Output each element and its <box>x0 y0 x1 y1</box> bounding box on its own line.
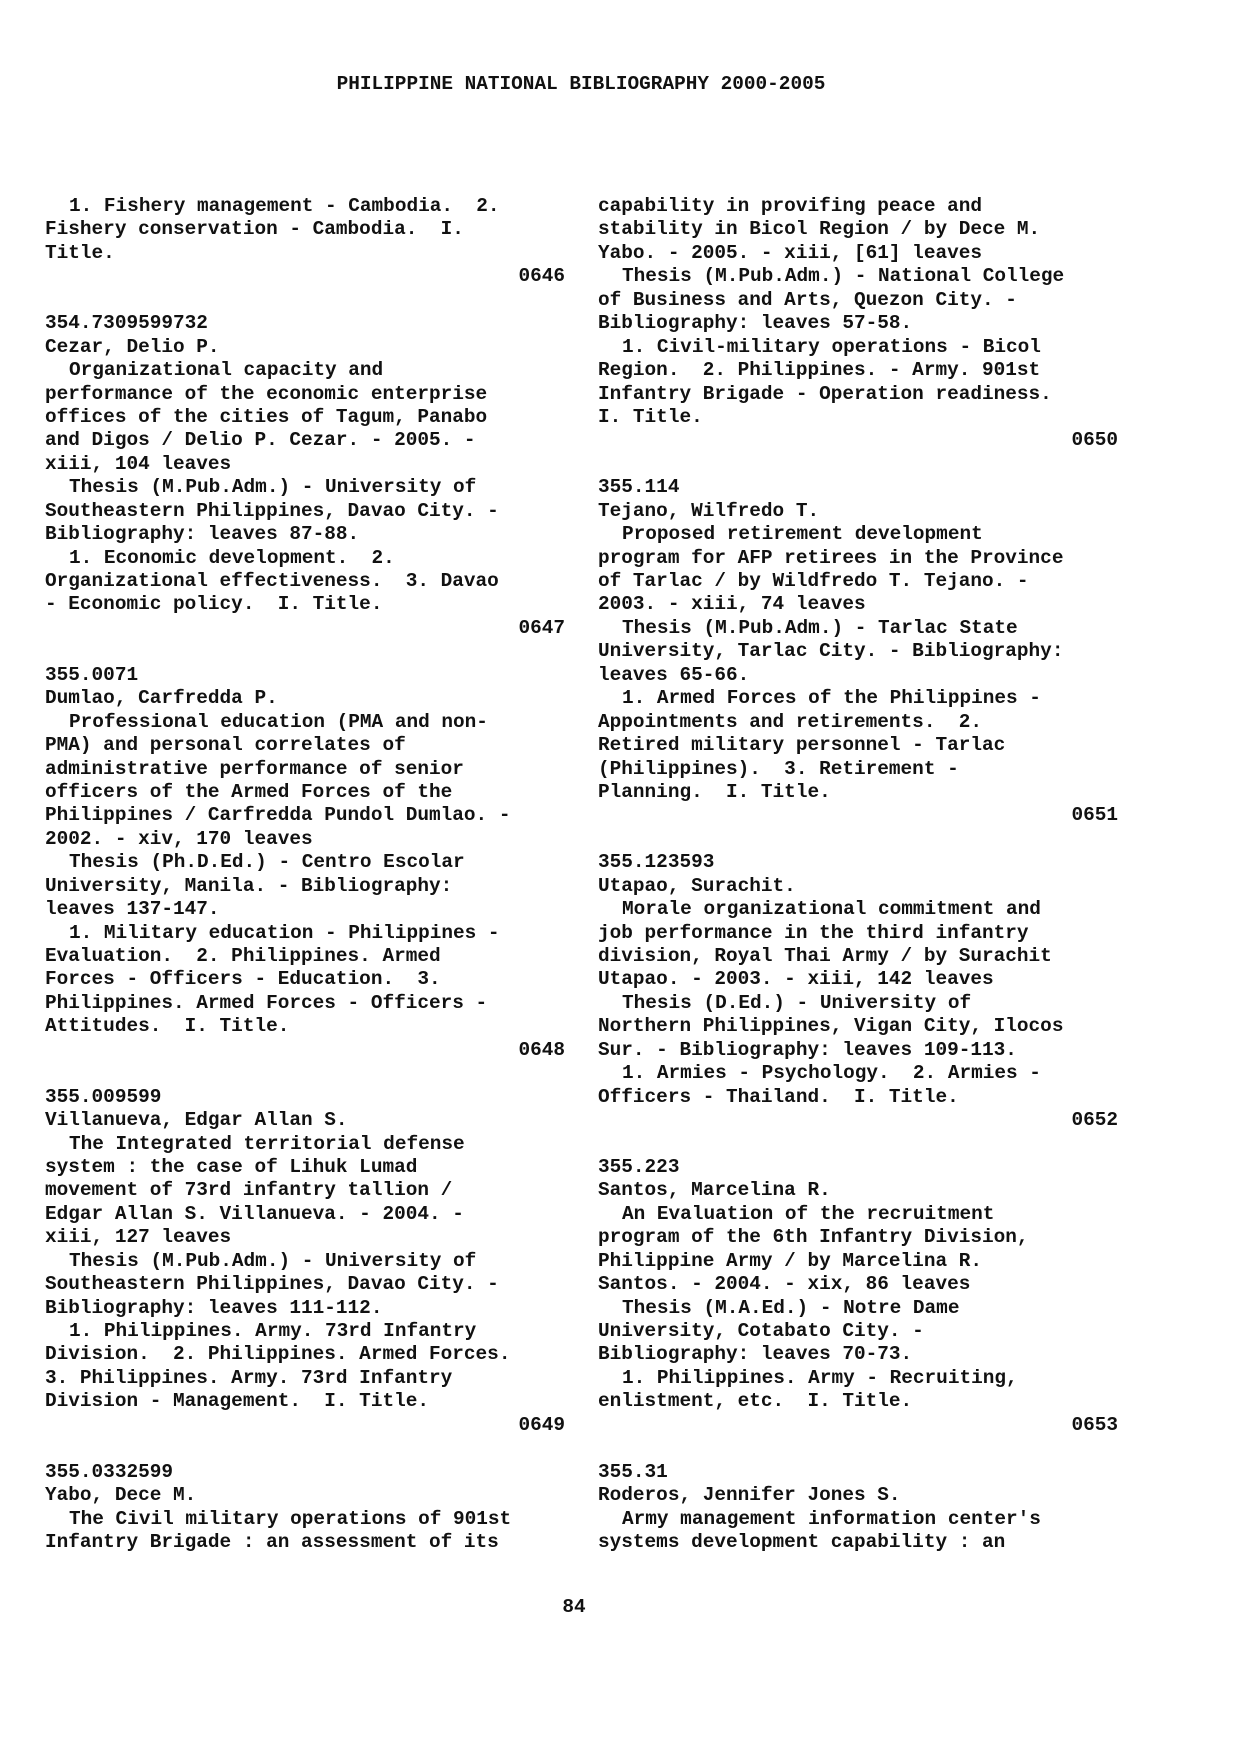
entry-line: 1. Economic development. 2. <box>69 546 395 569</box>
entry-line: and Digos / Delio P. Cezar. - 2005. - <box>45 429 476 452</box>
left-column <box>45 195 565 1554</box>
entry-line: 355.123593 <box>598 851 715 874</box>
entry-line: Morale organizational commitment and <box>622 898 1041 921</box>
entry-line: Philippine Army / by Marcelina R. <box>598 1249 982 1272</box>
entry-line: Division - Management. I. Title. <box>45 1390 429 1413</box>
entry-line: Yabo. - 2005. - xiii, [61] leaves <box>598 241 982 264</box>
bibliography-entry <box>598 1156 1118 1437</box>
entry-line: performance of the economic enterprise <box>45 382 488 405</box>
entry-line: Cezar, Delio P. <box>45 335 220 358</box>
entry-line: - Economic policy. I. Title. <box>45 593 383 616</box>
entry-line: 2003. - xiii, 74 leaves <box>598 593 866 616</box>
entry-number: 0650 <box>1071 429 1118 452</box>
entry-line: of Business and Arts, Quezon City. - <box>598 288 1017 311</box>
entry-line: officers of the Armed Forces of the <box>45 780 453 803</box>
entry-spacer <box>45 1062 565 1085</box>
entry-spacer <box>45 289 565 312</box>
entry-line: 2002. - xiv, 170 leaves <box>45 827 313 850</box>
entry-number: 0648 <box>518 1038 565 1061</box>
entry-line: Retired military personnel - Tarlac <box>598 734 1006 757</box>
entry-line: Philippines / Carfredda Pundol Dumlao. - <box>45 804 511 827</box>
entry-line: The Civil military operations of 901st <box>69 1507 512 1530</box>
entry-number: 0649 <box>518 1413 565 1436</box>
entry-line: Utapao, Surachit. <box>598 874 796 897</box>
entry-number: 0652 <box>1071 1109 1118 1132</box>
entry-line: University, Manila. - Bibliography: <box>45 874 453 897</box>
entry-line: Division. 2. Philippines. Armed Forces. <box>45 1343 511 1366</box>
entry-line: 355.114 <box>598 476 680 499</box>
entry-line: administrative performance of senior <box>45 757 464 780</box>
entry-number: 0653 <box>1071 1413 1118 1436</box>
entry-line: 355.0071 <box>45 663 139 686</box>
entry-line: Attitudes. I. Title. <box>45 1015 290 1038</box>
entry-line: The Integrated territorial defense <box>69 1132 465 1155</box>
entry-line: Santos. - 2004. - xix, 86 leaves <box>598 1273 971 1296</box>
entry-line: Thesis (D.Ed.) - University of <box>622 991 972 1014</box>
entry-line: Army management information center's <box>622 1507 1041 1530</box>
entry-line: Appointments and retirements. 2. <box>598 710 982 733</box>
entry-spacer <box>45 1437 565 1460</box>
entry-spacer <box>598 828 1118 851</box>
entry-line: Southeastern Philippines, Davao City. - <box>45 499 499 522</box>
entry-line: Bibliography: leaves 111-112. <box>45 1296 383 1319</box>
entry-line: program for AFP retirees in the Province <box>598 546 1064 569</box>
entry-line: PMA) and personal correlates of <box>45 734 406 757</box>
entry-spacer <box>45 640 565 663</box>
entry-line: Infantry Brigade - Operation readiness. <box>598 382 1052 405</box>
bibliography-entry <box>45 664 565 1062</box>
entry-line: enlistment, etc. I. Title. <box>598 1390 913 1413</box>
entry-spacer <box>598 1133 1118 1156</box>
entry-line: Infantry Brigade : an assessment of its <box>45 1530 499 1553</box>
entry-line: Edgar Allan S. Villanueva. - 2004. - <box>45 1202 464 1225</box>
page-header: PHILIPPINE NATIONAL BIBLIOGRAPHY 2000-2005 <box>336 73 826 95</box>
page-number: 84 <box>562 1596 586 1618</box>
entry-line: Utapao. - 2003. - xiii, 142 leaves <box>598 968 994 991</box>
entry-line: movement of 73rd infantry tallion / <box>45 1179 453 1202</box>
entry-line: systems development capability : an <box>598 1530 1006 1553</box>
entry-line: xiii, 104 leaves <box>45 452 232 475</box>
entry-line: Tejano, Wilfredo T. <box>598 499 820 522</box>
entry-line: Thesis (M.A.Ed.) - Notre Dame <box>622 1296 960 1319</box>
bibliography-entry <box>45 195 565 289</box>
entry-line: Bibliography: leaves 57-58. <box>598 312 913 335</box>
bibliography-entry <box>598 476 1118 828</box>
entry-line: 355.31 <box>598 1460 668 1483</box>
entry-line: Bibliography: leaves 87-88. <box>45 523 360 546</box>
bibliography-entry <box>45 1086 565 1438</box>
entry-line: 354.7309599732 <box>45 312 208 335</box>
entry-line: Northern Philippines, Vigan City, Ilocos <box>598 1015 1064 1038</box>
entry-line: University, Cotabato City. - <box>598 1320 924 1342</box>
entry-line: of Tarlac / by Wildfredo T. Tejano. - <box>598 570 1029 592</box>
entry-line: Yabo, Dece M. <box>45 1484 197 1507</box>
entry-spacer <box>598 453 1118 476</box>
entry-line: (Philippines). 3. Retirement - <box>598 757 959 780</box>
entry-line: Fishery conservation - Cambodia. I. <box>45 218 464 241</box>
entry-line: Thesis (M.Pub.Adm.) - Tarlac State <box>622 616 1018 639</box>
right-column <box>598 195 1118 1554</box>
entry-line: Planning. I. Title. <box>598 780 831 803</box>
entry-line: Bibliography: leaves 70-73. <box>598 1343 913 1366</box>
entry-line: I. Title. <box>598 405 703 428</box>
entry-line: 355.009599 <box>45 1085 162 1108</box>
bibliography-entry <box>598 195 1118 453</box>
entry-line: 1. Military education - Philippines - <box>69 921 500 944</box>
bibliography-entry <box>45 1461 565 1555</box>
entry-line: 355.223 <box>598 1155 680 1178</box>
entry-number: 0646 <box>518 265 565 288</box>
entry-line: Sur. - Bibliography: leaves 109-113. <box>598 1038 1017 1061</box>
entry-line: Region. 2. Philippines. - Army. 901st <box>598 359 1041 382</box>
entry-line: 1. Philippines. Army - Recruiting, <box>622 1366 1018 1389</box>
entry-line: Santos, Marcelina R. <box>598 1179 831 1202</box>
entry-line: capability in provifing peace and <box>598 195 982 217</box>
entry-line: 355.0332599 <box>45 1460 173 1483</box>
bibliography-entry <box>598 1461 1118 1555</box>
entry-line: system : the case of Lihuk Lumad <box>45 1155 418 1178</box>
entry-line: An Evaluation of the recruitment <box>622 1202 995 1225</box>
entry-line: program of the 6th Infantry Division, <box>598 1226 1029 1249</box>
entry-line: xiii, 127 leaves <box>45 1226 232 1249</box>
bibliography-entry <box>598 851 1118 1132</box>
entry-line: Forces - Officers - Education. 3. <box>45 968 441 991</box>
entry-line: Organizational capacity and <box>69 359 384 382</box>
entry-line: Thesis (M.Pub.Adm.) - University of <box>69 476 477 499</box>
entry-number: 0647 <box>518 616 565 639</box>
entry-line: 1. Fishery management - Cambodia. 2. <box>69 195 500 217</box>
entry-line: Villanueva, Edgar Allan S. <box>45 1109 348 1132</box>
entry-line: Philippines. Armed Forces - Officers - <box>45 991 488 1014</box>
entry-line: 1. Armies - Psychology. 2. Armies - <box>622 1062 1041 1085</box>
entry-line: Dumlao, Carfredda P. <box>45 687 278 710</box>
bibliography-entry <box>45 312 565 640</box>
entry-line: 1. Armed Forces of the Philippines - <box>622 687 1041 710</box>
entry-line: Organizational effectiveness. 3. Davao <box>45 570 499 592</box>
entry-line: Professional education (PMA and non- <box>69 710 488 733</box>
entry-line: job performance in the third infantry <box>598 921 1029 944</box>
entry-line: leaves 137-147. <box>45 898 220 921</box>
entry-line: 1. Philippines. Army. 73rd Infantry <box>69 1320 477 1342</box>
entry-line: Thesis (M.Pub.Adm.) - National College <box>622 265 1065 288</box>
entry-number: 0651 <box>1071 804 1118 827</box>
entry-line: Title. <box>45 241 115 264</box>
entry-line: offices of the cities of Tagum, Panabo <box>45 405 488 428</box>
entry-line: Officers - Thailand. I. Title. <box>598 1085 959 1108</box>
entry-spacer <box>598 1437 1118 1460</box>
entry-line: 1. Civil-military operations - Bicol <box>622 335 1041 358</box>
entry-line: Southeastern Philippines, Davao City. - <box>45 1273 499 1296</box>
entry-line: 3. Philippines. Army. 73rd Infantry <box>45 1366 453 1389</box>
entry-line: Thesis (Ph.D.Ed.) - Centro Escolar <box>69 851 465 874</box>
entry-line: stability in Bicol Region / by Dece M. <box>598 218 1041 241</box>
entry-line: Evaluation. 2. Philippines. Armed <box>45 945 441 967</box>
entry-line: Roderos, Jennifer Jones S. <box>598 1484 901 1507</box>
entry-line: leaves 65-66. <box>598 663 750 686</box>
entry-line: division, Royal Thai Army / by Surachit <box>598 945 1052 967</box>
entry-line: University, Tarlac City. - Bibliography: <box>598 640 1064 663</box>
entry-line: Thesis (M.Pub.Adm.) - University of <box>69 1249 477 1272</box>
entry-line: Proposed retirement development <box>622 523 983 546</box>
